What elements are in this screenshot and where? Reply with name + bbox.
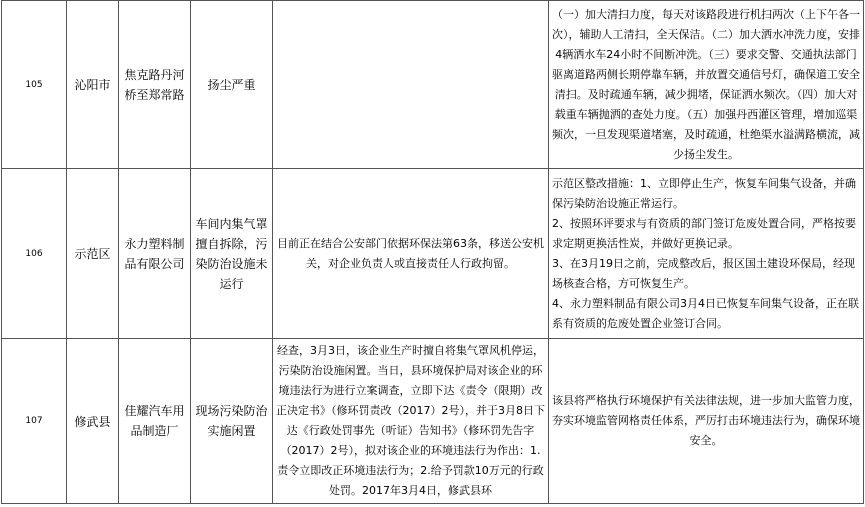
- region-cell: 沁阳市: [67, 1, 119, 169]
- issue-cell: 车间内集气罩擅自拆除，污染防治设施未运行: [191, 169, 273, 339]
- row-number: 107: [2, 339, 67, 504]
- progress-cell: 经查，3月3日，该企业生产时擅自将集气罩风机停运，污染防治设施闲置。当日，县环境保护局对该企业的环境违法行为进行立案调查，立即下达《责令（限期）改正决定书》（修环罚责改（2017）2号），并于3月8日下达《行政处罚事先（听证）告知书》（修环罚先告字（2017）2号），拟对该企业的环境违法行为作出：1.责令立即改正环境违法行为；2.给予罚款10万元的行政处罚。2017年3月4日，修武县环: [273, 339, 549, 504]
- target-cell: 永力塑料制品有限公司: [119, 169, 191, 339]
- case-table: [1, 0, 864, 504]
- region-cell: 示范区: [67, 169, 119, 339]
- progress-cell: [273, 1, 549, 169]
- table-row: [2, 339, 864, 504]
- progress-cell: 目前正在结合公安部门依据环保法第63条，移送公安机关，对企业负责人或直接责任人行政拘留。: [273, 169, 549, 339]
- row-number: 106: [2, 169, 67, 339]
- table-row: [2, 169, 864, 339]
- target-cell: 焦克路丹河桥至郑常路: [119, 1, 191, 169]
- target-cell: 佳耀汽车用品制造厂: [119, 339, 191, 504]
- measures-cell: 示范区整改措施：1、立即停止生产，恢复车间集气设备，并确保污染防治设施正常运行。 2、按照环评要求与有资质的部门签订危废处置合同，严格按要求定期更换活性炭，并做好更换记录。 3、在3月19日之前，完成整改后，报区国土建设环保局，经现场核查合格，方可恢复生产。 4、永力塑料制品有限公司3月4日已恢复车间集气设备，正在联系有资质的危废处置企业签订合同。: [549, 169, 864, 339]
- measures-cell: 该县将严格执行环境保护有关法律法规，进一步加大监管力度，夯实环境监管网格责任体系，严厉打击环境违法行为，确保环境安全。: [549, 339, 864, 504]
- measures-cell: （一）加大清扫力度，每天对该路段进行机扫两次（上下午各一次），辅助人工清扫，全天保洁。（二）加大洒水冲洗力度，安排4辆洒水车24小时不间断冲洗。（三）要求交警、交通执法部门驱离道路两侧长期停靠车辆，并放置交通信号灯，确保道工安全清扫。及时疏通车辆，减少拥堵，保证洒水频次。（四）加大对载重车辆抛洒的查处力度。（五）加强丹西灌区管理，增加巡渠频次，一旦发现渠道堵塞，及时疏通，杜绝渠水溢满路横流，减少扬尘发生。: [549, 1, 864, 169]
- row-number: 105: [2, 1, 67, 169]
- region-cell: 修武县: [67, 339, 119, 504]
- issue-cell: 现场污染防治实施闲置: [191, 339, 273, 504]
- table-row: [2, 1, 864, 169]
- issue-cell: 扬尘严重: [191, 1, 273, 169]
